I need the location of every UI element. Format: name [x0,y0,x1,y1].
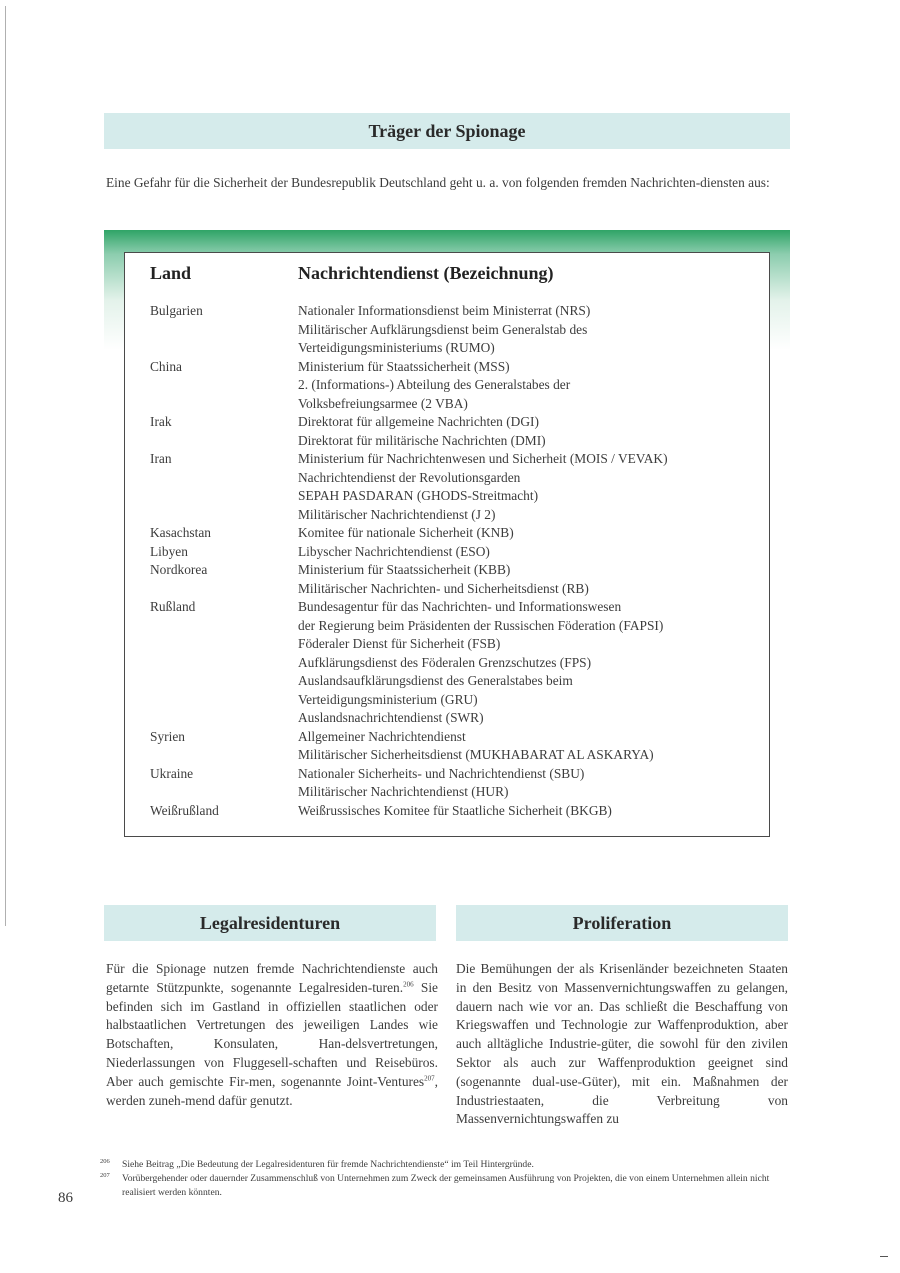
table-row [0,728,900,747]
cell-land: Bulgarien [150,303,203,318]
cell-dienst: Verteidigungsministerium (GRU) [298,691,478,707]
cell-dienst: Nationaler Sicherheits- und Nachrichtendienst (SBU) [298,765,585,781]
table-row [0,339,900,358]
legal-text-part-b: Sie befinden sich im Gastland in offiziellen staatlichen oder halbstaatlichen Vertretungen des jeweiligen Landes wie Botschaften, Konsulaten, Han-delsvertretungen, Niederlassungen von Fluggesell-schaften und Reisebüros. Aber auch gemischte Fir-men, sogenannte Joint-Ventures [106,979,438,1089]
cell-land: Kasachstan [150,525,211,540]
cell-land: Nordkorea [150,562,208,577]
table-row [0,783,900,802]
table-row [0,321,900,340]
cell-dienst: Militärischer Nachrichtendienst (J 2) [298,506,496,522]
footnote [100,1172,790,1200]
table-row [0,376,900,395]
page-number: 86 [58,1190,73,1206]
footnote [100,1158,790,1172]
table-row [0,672,900,691]
footnote-text: Vorübergehender oder dauernder Zusammenschluß von Unternehmen zum Zweck der gemeinsamen Ausführung von Projekten, die von einem Unternehmen allein nicht realisiert werden könnten. [122,1173,770,1198]
table-row [0,802,900,821]
table-row [0,580,900,599]
table-row [0,413,900,432]
table-row [0,561,900,580]
cell-dienst: Militärischer Nachrichten- und Sicherheitsdienst (RB) [298,580,589,596]
cell-dienst: Föderaler Dienst für Sicherheit (FSB) [298,636,501,651]
cell-dienst: Allgemeiner Nachrichtendienst [298,728,466,744]
cell-dienst: Militärischer Aufklärungsdienst beim Generalstab des [298,321,588,337]
cell-dienst: Nachrichtendienst der Revolutionsgarden [298,469,521,485]
table-row [0,358,900,377]
footnote-ref-207[interactable]: 207 [424,1074,435,1083]
cell-dienst: Auslandsaufklärungsdienst des Generalstabes beim [298,673,573,688]
cell-dienst: Direktorat für militärische Nachrichten (DMI) [298,432,546,448]
footnotes [100,1158,790,1200]
table-row [0,654,900,673]
cell-dienst: Ministerium für Staatssicherheit (KBB) [298,562,511,577]
table-row [0,598,900,617]
proliferation-text [456,960,788,1129]
table-row [0,487,900,506]
section-heading-traeger: Träger der Spionage [104,113,790,149]
cell-land: Syrien [150,728,185,744]
cell-dienst: Ministerium für Nachrichtenwesen und Sicherheit (MOIS / VEVAK) [298,451,668,466]
cell-dienst: 2. (Informations-) Abteilung des Generalstabes der [298,377,571,392]
section-heading-proliferation: Proliferation [456,905,788,941]
table-row [0,746,900,765]
cell-dienst: Auslandsnachrichtendienst (SWR) [298,710,484,725]
column-header-land: Land [150,263,192,283]
proliferation-paragraph: Die Bemühungen der als Krisenländer bezeichneten Staaten in den Besitz von Massenvernichtungswaffen zu gelangen, dauern nach wie vor an. Das schließt die Beschaffung von Kriegswaffen und Technologie zur Waffenproduktion, aber auch alltägliche Industrie-güter, die sowohl für den zivilen Sektor als auch zur Waffenproduktion geeignet sind (sogenannte dual-use-Güter), mit ein. Maßnahmen der Industriestaaten, die Verbreitung von Massenvernichtungswaffen zu [456,961,788,1127]
cell-dienst: Aufklärungsdienst des Föderalen Grenzschutzes (FPS) [298,654,592,670]
table-row [0,506,900,525]
cell-dienst: Militärischer Nachrichtendienst (HUR) [298,784,509,799]
corner-mark [880,1256,888,1257]
table-row [0,524,900,543]
cell-dienst: Ministerium für Staatssicherheit (MSS) [298,358,510,374]
cell-dienst: Komitee für nationale Sicherheit (KNB) [298,525,514,540]
cell-dienst: Libyscher Nachrichtendienst (ESO) [298,543,490,559]
legalresidenturen-text [106,960,438,1110]
cell-dienst: der Regierung beim Präsidenten der Russischen Föderation (FAPSI) [298,617,664,633]
table-row [0,709,900,728]
cell-dienst: SEPAH PASDARAN (GHODS-Streitmacht) [298,488,539,503]
cell-land: Rußland [150,599,196,614]
footnote-number: 207 [100,1172,110,1179]
cell-dienst: Militärischer Sicherheitsdienst (MUKHABARAT AL ASKARYA) [298,747,654,762]
cell-land: Ukraine [150,765,194,781]
footnote-text: Siehe Beitrag „Die Bedeutung der Legalresidenturen für fremde Nachrichtendienste“ im Teil Hintergründe. [122,1159,534,1170]
legal-text-part-c: , werden zuneh-mend dafür genutzt. [106,1073,438,1108]
table-row [0,432,900,451]
cell-dienst: Nationaler Informationsdienst beim Ministerrat (NRS) [298,303,591,318]
table-row [0,302,900,321]
cell-land: Weißrußland [150,802,219,818]
footnote-number: 206 [100,1158,110,1165]
cell-land: Libyen [150,543,188,559]
table-row [0,635,900,654]
table-body [0,302,900,820]
table-row [0,395,900,414]
cell-dienst: Volksbefreiungsarmee (2 VBA) [298,395,468,411]
legal-text-part-a: Für die Spionage nutzen fremde Nachrichtendienste auch getarnte Stützpunkte, sogenannte Legalresiden-turen. [106,961,438,995]
cell-dienst: Bundesagentur für das Nachrichten- und Informationswesen [298,599,622,614]
footnote-ref-206[interactable]: 206 [403,980,414,989]
column-header-dienst: Nachrichtendienst (Bezeichnung) [298,263,554,283]
cell-dienst: Verteidigungsministeriums (RUMO) [298,340,495,355]
table-row [0,617,900,636]
cell-land: Irak [150,414,172,429]
table-row [0,450,900,469]
intro-paragraph: Eine Gefahr für die Sicherheit der Bundesrepublik Deutschland geht u. a. von folgenden fremden Nachrichten-diensten aus: [106,175,770,190]
cell-dienst: Weißrussisches Komitee für Staatliche Sicherheit (BKGB) [298,802,612,818]
table-row [0,691,900,710]
cell-land: China [150,358,182,374]
table-row [0,543,900,562]
table-row [0,469,900,488]
cell-land: Iran [150,451,172,466]
section-heading-legalresidenturen: Legalresidenturen [104,905,436,941]
cell-dienst: Direktorat für allgemeine Nachrichten (DGI) [298,414,539,429]
table-row [0,765,900,784]
